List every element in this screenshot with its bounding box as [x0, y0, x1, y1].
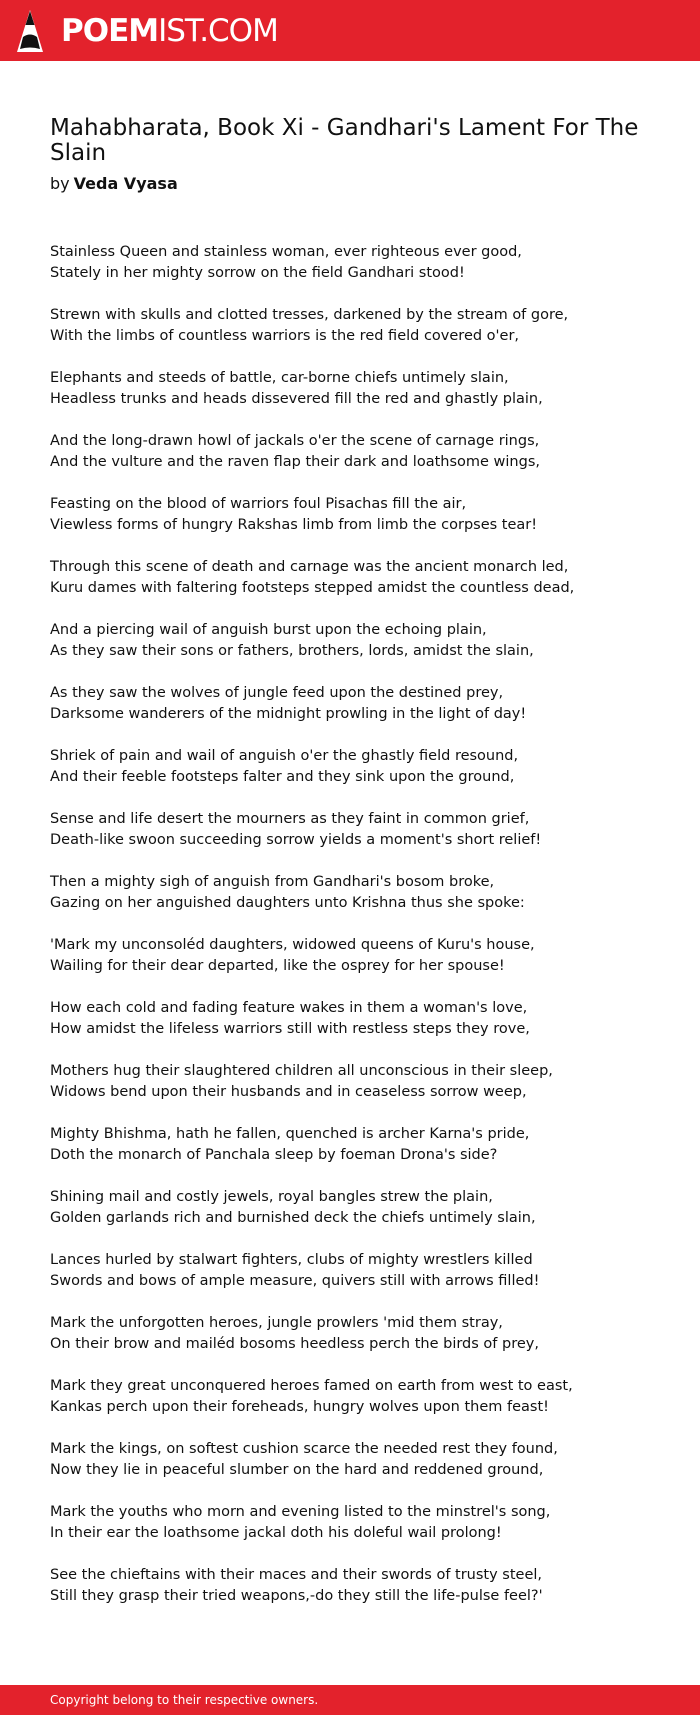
poem-line: And the long-drawn howl of jackals o'er the scene of carnage rings,	[50, 433, 540, 449]
poem-line: How amidst the lifeless warriors still with restless steps they rove,	[50, 1021, 530, 1037]
poem-line: See the chieftains with their maces and their swords of trusty steel,	[50, 1567, 543, 1583]
poem-line: Mark the youths who morn and evening listed to the minstrel's song,	[50, 1504, 551, 1520]
poem-stanza	[50, 1313, 670, 1376]
poem-stanza	[50, 1502, 670, 1565]
poem-title: Mahabharata, Book Xi - Gandhari's Lament For The Slain	[50, 115, 639, 166]
poem-stanza	[50, 620, 670, 683]
poem-stanza	[50, 1439, 670, 1502]
poem-body	[50, 242, 670, 1628]
poem-line: Mark they great unconquered heroes famed on earth from west to east,	[50, 1378, 573, 1394]
poem-line: As they saw the wolves of jungle feed upon the destined prey,	[50, 685, 504, 701]
poem-line: In their ear the loathsome jackal doth his doleful wail prolong!	[50, 1525, 502, 1541]
site-logo-text	[61, 10, 278, 52]
poem-line: Elephants and steeds of battle, car-borne chiefs untimely slain,	[50, 370, 509, 386]
poem-stanza	[50, 746, 670, 809]
poem-line: Through this scene of death and carnage was the ancient monarch led,	[50, 559, 569, 575]
logo-text-light: IST.COM	[158, 13, 278, 49]
poem-line: Kankas perch upon their foreheads, hungry wolves upon them feast!	[50, 1399, 549, 1415]
poem-line: 'Mark my unconsoléd daughters, widowed queens of Kuru's house,	[50, 937, 535, 953]
poem-stanza	[50, 431, 670, 494]
poem-stanza	[50, 305, 670, 368]
poem-line: Feasting on the blood of warriors foul Pisachas fill the air,	[50, 496, 467, 512]
poem-stanza	[50, 1250, 670, 1313]
site-logo-link[interactable]	[17, 10, 278, 52]
poem-line: Mothers hug their slaughtered children all unconscious in their sleep,	[50, 1063, 553, 1079]
poem-line: Shining mail and costly jewels, royal bangles strew the plain,	[50, 1189, 493, 1205]
poem-line: Viewless forms of hungry Rakshas limb from limb the corpses tear!	[50, 517, 538, 533]
poem-line: Mark the unforgotten heroes, jungle prowlers 'mid them stray,	[50, 1315, 503, 1331]
poem-line: And a piercing wail of anguish burst upon the echoing plain,	[50, 622, 487, 638]
poem-stanza	[50, 557, 670, 620]
poem-line: Death-like swoon succeeding sorrow yields a moment's short relief!	[50, 832, 542, 848]
poem-stanza	[50, 1565, 670, 1628]
poem-line: As they saw their sons or fathers, brothers, lords, amidst the slain,	[50, 643, 534, 659]
poem-stanza	[50, 998, 670, 1061]
poem-line: Darksome wanderers of the midnight prowling in the light of day!	[50, 706, 527, 722]
poem-stanza	[50, 809, 670, 872]
poem-stanza	[50, 368, 670, 431]
poem-line: Then a mighty sigh of anguish from Gandhari's bosom broke,	[50, 874, 495, 890]
copyright-notice: Copyright belong to their respective owners.	[50, 1693, 319, 1707]
poem-line: And the vulture and the raven flap their dark and loathsome wings,	[50, 454, 540, 470]
poem-stanza	[50, 935, 670, 998]
poem-line: Lances hurled by stalwart fighters, clubs of mighty wrestlers killed	[50, 1252, 533, 1268]
poem-line: How each cold and fading feature wakes in them a woman's love,	[50, 1000, 528, 1016]
poem-line: Still they grasp their tried weapons,-do they still the life-pulse feel?'	[50, 1588, 543, 1604]
poem-line: Gazing on her anguished daughters unto Krishna thus she spoke:	[50, 895, 525, 911]
poem-line: Headless trunks and heads dissevered fill the red and ghastly plain,	[50, 391, 543, 407]
poem-line: Golden garlands rich and burnished deck the chiefs untimely slain,	[50, 1210, 536, 1226]
poem-line: Stainless Queen and stainless woman, ever righteous ever good,	[50, 244, 522, 260]
poem-line: Doth the monarch of Panchala sleep by foeman Drona's side?	[50, 1147, 498, 1163]
pencil-tip-icon	[17, 10, 43, 52]
poem-line: Mighty Bhishma, hath he fallen, quenched is archer Karna's pride,	[50, 1126, 530, 1142]
poem-line: Stately in her mighty sorrow on the field Gandhari stood!	[50, 265, 465, 281]
poem-line: With the limbs of countless warriors is the red field covered o'er,	[50, 328, 520, 344]
poem-stanza	[50, 1061, 670, 1124]
by-label: by	[50, 174, 70, 193]
poem-line: On their brow and mailéd bosoms heedless perch the birds of prey,	[50, 1336, 539, 1352]
poem-byline	[50, 173, 178, 195]
poem-line: Wailing for their dear departed, like the osprey for her spouse!	[50, 958, 505, 974]
poem-line: Strewn with skulls and clotted tresses, darkened by the stream of gore,	[50, 307, 569, 323]
site-header	[0, 0, 700, 61]
poem-stanza	[50, 1124, 670, 1187]
poem-line: Shriek of pain and wail of anguish o'er the ghastly field resound,	[50, 748, 519, 764]
poem-line: Swords and bows of ample measure, quivers still with arrows filled!	[50, 1273, 540, 1289]
poem-stanza	[50, 1376, 670, 1439]
poem-stanza	[50, 683, 670, 746]
poem-line: Kuru dames with faltering footsteps stepped amidst the countless dead,	[50, 580, 575, 596]
poem-line: And their feeble footsteps falter and they sink upon the ground,	[50, 769, 515, 785]
poem-line: Now they lie in peaceful slumber on the hard and reddened ground,	[50, 1462, 544, 1478]
poem-stanza	[50, 494, 670, 557]
author-name: Veda Vyasa	[73, 174, 178, 193]
poem-line: Widows bend upon their husbands and in ceaseless sorrow weep,	[50, 1084, 527, 1100]
poem-line: Sense and life desert the mourners as they faint in common grief,	[50, 811, 530, 827]
site-footer	[0, 1685, 700, 1715]
logo-text-bold: POEM	[61, 13, 159, 49]
poem-line: Mark the kings, on softest cushion scarce the needed rest they found,	[50, 1441, 558, 1457]
poem-stanza	[50, 1187, 670, 1250]
poem-stanza	[50, 242, 670, 305]
poem-stanza	[50, 872, 670, 935]
